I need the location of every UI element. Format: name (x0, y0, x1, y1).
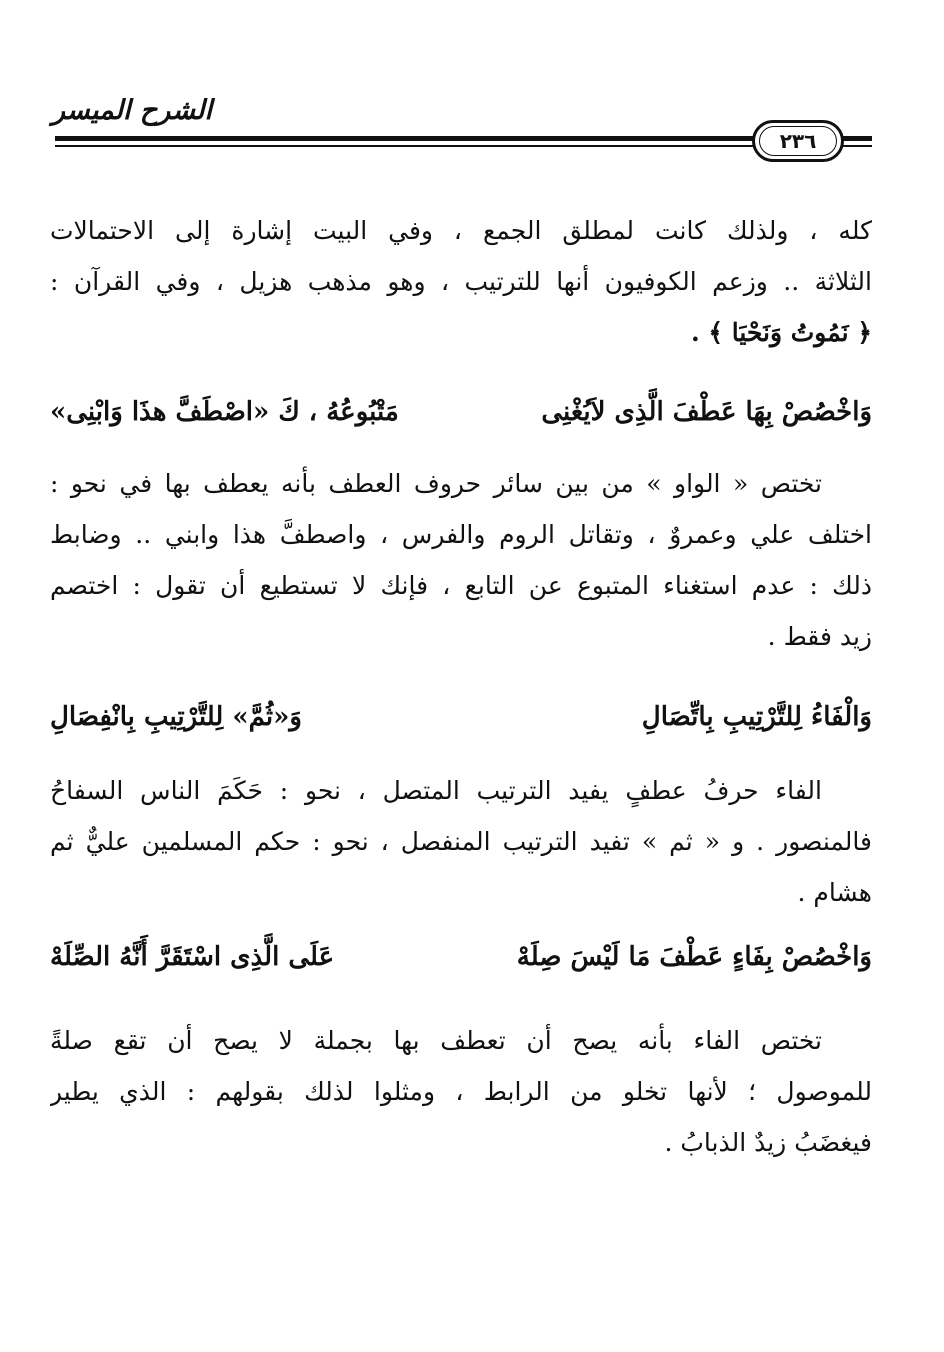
text-line: للموصول ؛ لأنها تخلو من الرابط ، ومثلوا لذلك بقولهم : الذي يطير (50, 1077, 872, 1106)
text-line: فالمنصور . و « ثم » تفيد الترتيب المنفصل ، نحو : حكم المسلمين عليٌّ ثم (50, 827, 872, 856)
text-line: ذلك : عدم استغناء المتبوع عن التابع ، فإنك لا تستطيع أن تقول : اختصم (50, 571, 872, 600)
verse-second-hemistich: مَتْبُوعُهُ ، كَ «اصْطَفَّ هذَا وَابْنِى» (50, 397, 399, 427)
header-rule-thin-right (840, 145, 872, 147)
quran-verse: ﴿ نَمُوتُ وَنَحْيَا ﴾ . (690, 318, 872, 347)
text-line: الثلاثة .. وزعم الكوفيون أنها للترتيب ، وهو مذهب هزيل ، وفي القرآن : (50, 267, 872, 296)
page-number-badge (752, 120, 844, 162)
paragraph-3 (50, 765, 872, 918)
poem-verse-2 (50, 690, 872, 744)
paragraph-4 (50, 1015, 872, 1168)
paragraph-1 (50, 205, 872, 358)
text-line: كله ، ولذلك كانت لمطلق الجمع ، وفي البيت إشارة إلى الاحتمالات (50, 216, 872, 245)
verse-second-hemistich: عَلَى الَّذِى اسْتَقَرَّ أَنَّهُ الصِّلَهْ (50, 942, 335, 972)
header-rule-thick-right (840, 136, 872, 141)
verse-first-hemistich: وَالْفَاءُ لِلتَّرْتِيبِ بِاتِّصَالِ (641, 702, 872, 732)
verse-first-hemistich: وَاخْصُصْ بِهَا عَطْفَ الَّذِى لاَيُغْنِى (541, 397, 872, 427)
page-number: ٢٣٦ (759, 126, 837, 156)
paragraph-2 (50, 458, 872, 662)
header-rule-thin (55, 145, 755, 147)
poem-verse-3 (50, 930, 872, 984)
verse-first-hemistich: وَاخْصُصْ بِفَاءٍ عَطْفَ مَا لَيْسَ صِلَهْ (516, 942, 872, 972)
text-line: تختص الفاء بأنه يصح أن تعطف بها بجملة لا يصح أن تقع صلةً (50, 1026, 822, 1055)
header-rule-thick (55, 136, 755, 141)
poem-verse-1 (50, 385, 872, 439)
text-line: فيغضَبُ زيدٌ الذبابُ . (664, 1128, 872, 1157)
text-line: زيد فقط . (767, 622, 872, 651)
text-line: تختص « الواو » من بين سائر حروف العطف بأنه يعطف بها في نحو : (50, 469, 822, 498)
verse-second-hemistich: وَ«ثُمَّ» لِلتَّرْتِيبِ بِانْفِصَالِ (50, 702, 302, 732)
running-title: الشرح الميسر (52, 95, 213, 126)
text-line: الفاء حرفُ عطفٍ يفيد الترتيب المتصل ، نحو : حَكَمَ الناس السفاحُ (50, 776, 822, 805)
text-line: هشام . (797, 878, 872, 907)
text-line: اختلف علي وعمروٌ ، وتقاتل الروم والفرس ، واصطفَّ هذا وابني .. وضابط (50, 520, 872, 549)
